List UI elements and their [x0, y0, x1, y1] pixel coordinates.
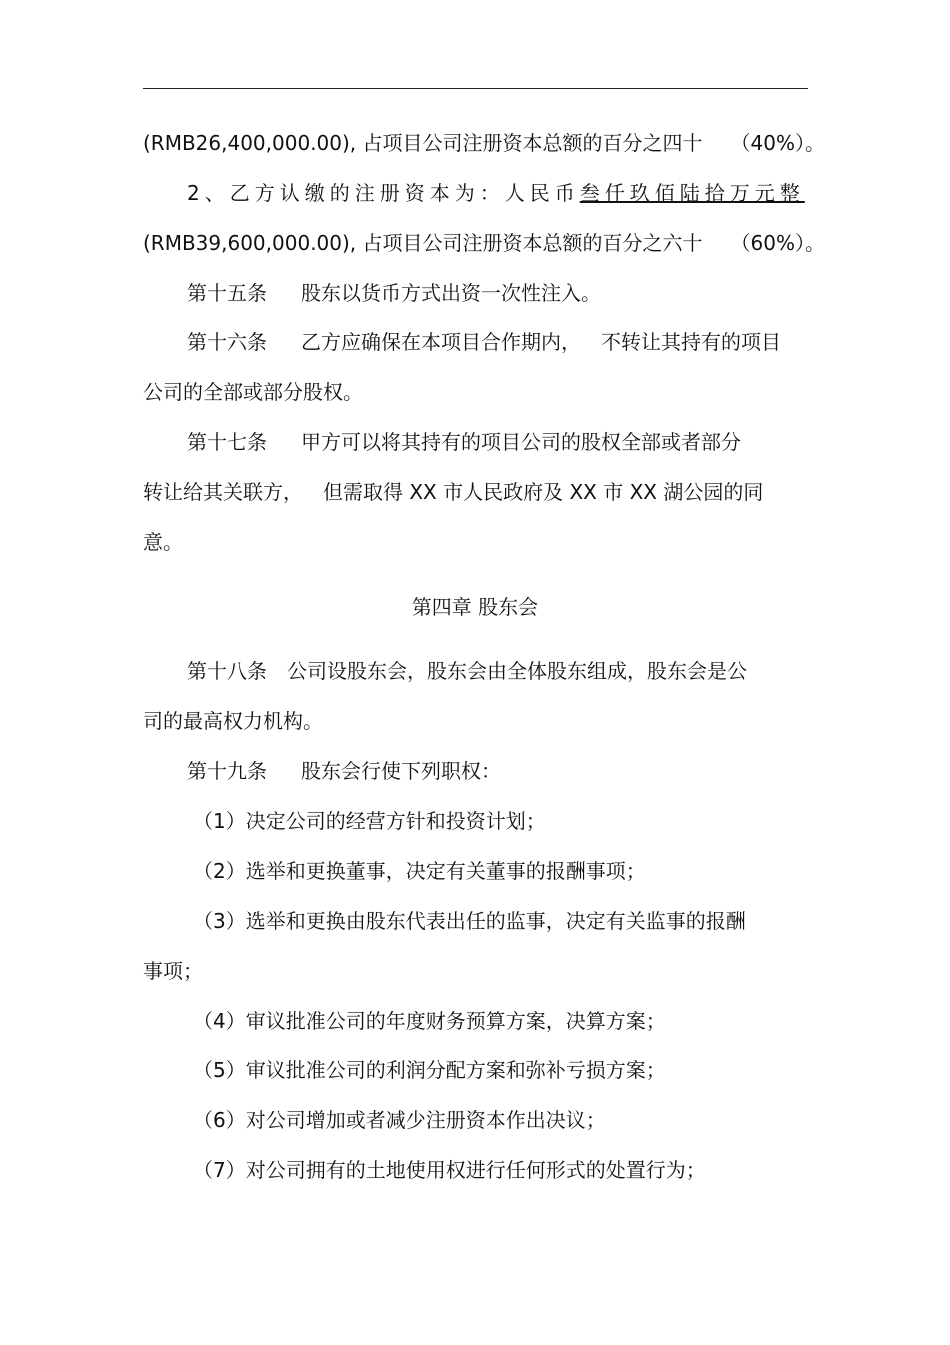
article-19 [187, 758, 501, 784]
article-label: 第十九条 [187, 759, 267, 783]
article-text: 意。 [143, 530, 183, 554]
list-item: （4）审议批准公司的年度财务预算方案，决算方案； [193, 1009, 666, 1033]
article-18 [187, 658, 747, 684]
article-18-continued [143, 708, 323, 734]
party-b-capital-amount: 叁仟玖佰陆拾万元整 [579, 181, 805, 205]
article-17 [187, 429, 741, 455]
article-text: 转让给其关联方， [143, 480, 303, 504]
party-b-capital-text: (RMB39,600,000.00), 占项目公司注册资本总额的百分之六十 [143, 231, 703, 255]
header-rule [143, 88, 808, 89]
article-text: 甲方可以将其持有的项目公司的股权全部或者部分 [301, 430, 741, 454]
chapter-title: 第四章 股东会 [411, 595, 539, 619]
party-b-capital-intro: 2、乙方认缴的注册资本为：人民币 [187, 181, 580, 205]
paragraph-line [143, 130, 825, 156]
article-text: 不转让其持有的项目 [601, 330, 781, 354]
list-item-continued: 事项； [143, 959, 203, 983]
party-a-capital-text: (RMB26,400,000.00), 占项目公司注册资本总额的百分之四十 [143, 131, 703, 155]
list-item: （7）对公司拥有的土地使用权进行任何形式的处置行为； [193, 1158, 706, 1182]
article-16 [187, 329, 781, 355]
article-text: 但需取得 XX 市人民政府及 XX 市 XX 湖公园的同 [323, 480, 764, 504]
article-text: 乙方应确保在本项目合作期内， [301, 330, 581, 354]
article-label: 第十八条 [187, 659, 267, 683]
article-15 [187, 280, 601, 306]
article-text: 股东会行使下列职权： [301, 759, 501, 783]
article-text: 股东以货币方式出资一次性注入。 [301, 281, 601, 305]
list-item: （3）选举和更换由股东代表出任的监事，决定有关监事的报酬 [193, 909, 746, 933]
list-item: （1）决定公司的经营方针和投资计划； [193, 809, 546, 833]
article-17-continued [143, 529, 183, 555]
paragraph-line [143, 230, 825, 256]
article-text: 司的最高权力机构。 [143, 709, 323, 733]
article-16-continued [143, 379, 363, 405]
party-a-percent: （40%）。 [730, 131, 825, 155]
list-item: （6）对公司增加或者减少注册资本作出决议； [193, 1108, 606, 1132]
article-text: 公司设股东会，股东会由全体股东组成，股东会是公 [287, 659, 747, 683]
article-label: 第十五条 [187, 281, 267, 305]
article-label: 第十七条 [187, 430, 267, 454]
party-b-percent: （60%）。 [730, 231, 825, 255]
article-label: 第十六条 [187, 330, 267, 354]
paragraph-line [187, 180, 805, 206]
article-17-continued [143, 479, 763, 505]
article-text: 公司的全部或部分股权。 [143, 380, 363, 404]
list-item: （2）选举和更换董事，决定有关董事的报酬事项； [193, 859, 646, 883]
list-item: （5）审议批准公司的利润分配方案和弥补亏损方案； [193, 1058, 666, 1082]
